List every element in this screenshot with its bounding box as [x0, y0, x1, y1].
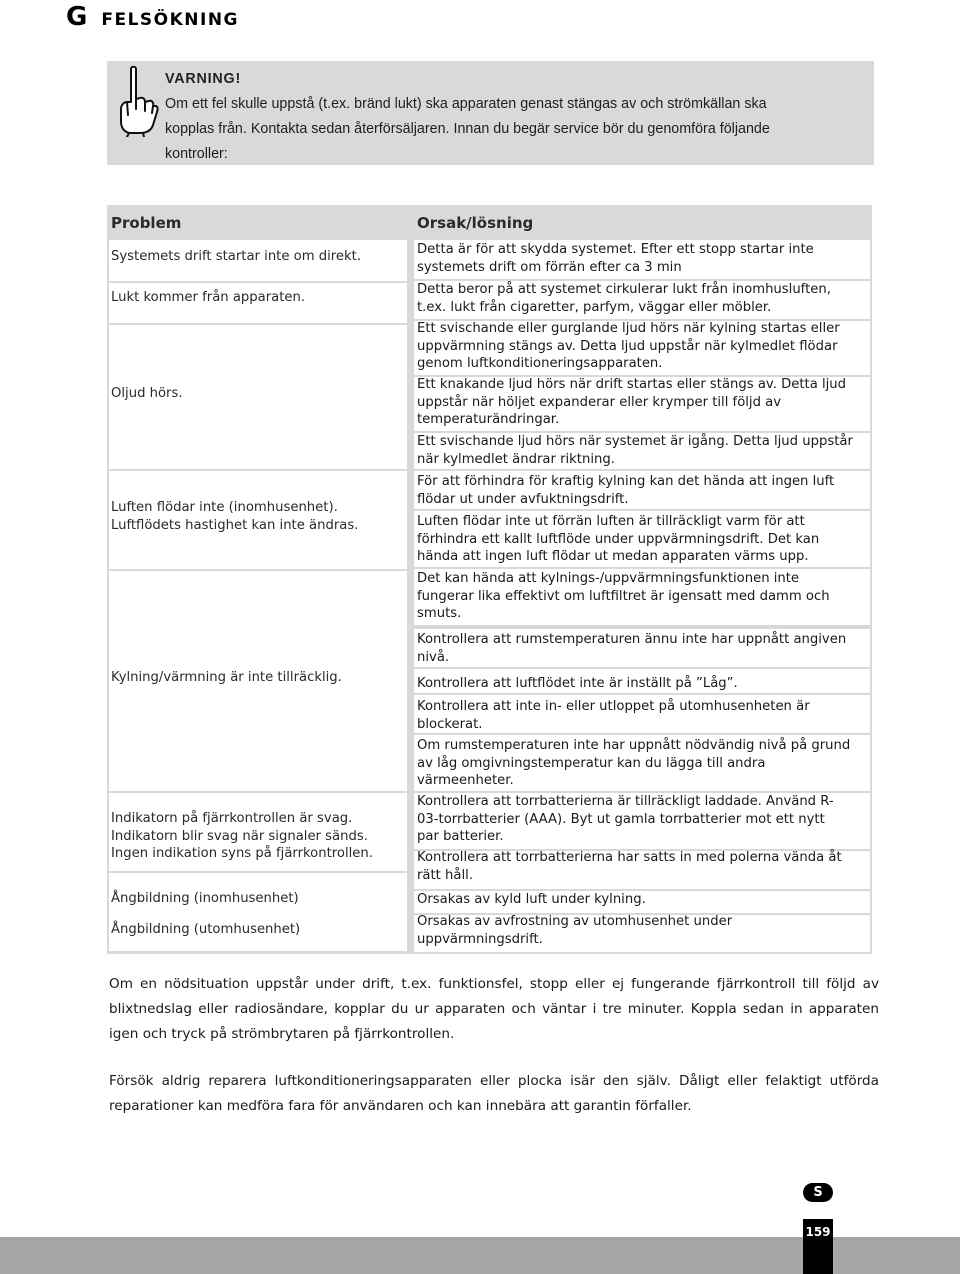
solution-text [417, 281, 831, 316]
solution-line: 03-torrbatterier (AAA). Byt ut gamla torrbatterier mot ett nytt [417, 811, 825, 827]
solution-text [417, 737, 850, 790]
problem-text [111, 248, 361, 266]
warning-line: kopplas från. Kontakta sedan återförsäljaren. Innan du begär service bör du genomföra följande [165, 121, 770, 137]
problem-text [111, 810, 373, 863]
solution-text [417, 513, 819, 566]
solution-text [417, 570, 830, 623]
repair-warning-paragraph: Försök aldrig reparera luftkonditioneringsapparaten eller plocka isär den själv. Dåligt eller felaktigt utförda reparationer kan medföra fara för användaren och kan innebära att garantin förfaller. [109, 1073, 879, 1114]
warning-box [107, 61, 874, 165]
solution-text [417, 376, 846, 429]
section-letter: G [66, 2, 88, 32]
solution-line: Detta beror på att systemet cirkulerar lukt från inomhusluften, [417, 282, 831, 297]
problem-text [111, 385, 183, 403]
solution-line: Orsakas av kyld luft under kylning. [417, 892, 646, 907]
solution-line: Orsakas av avfrostning av utomhusenhet under [417, 914, 733, 929]
problem-line: Ingen indikation syns på fjärrkontrollen. [111, 846, 373, 861]
solution-line: Kontrollera att torrbatterierna är tillräckligt laddade. Använd R- [417, 794, 834, 809]
page-number: 159 [805, 1225, 831, 1239]
solution-text [417, 891, 646, 909]
problem-line: Oljud hörs. [111, 386, 183, 401]
section-title: FELSÖKNING [101, 10, 240, 30]
warning-text [165, 67, 865, 167]
solution-column-header: Orsak/lösning [417, 214, 534, 232]
solution-text [417, 675, 738, 693]
solution-line: Kontrollera att rumstemperaturen ännu inte har uppnått angiven [417, 632, 847, 647]
solution-line: Luften flödar inte ut förrän luften är tillräckligt varm för att [417, 514, 805, 529]
solution-line: Kontrollera att inte in- eller utloppet på utomhusenheten är [417, 699, 810, 714]
solution-line: För att förhindra för kraftig kylning kan det hända att ingen luft [417, 474, 835, 489]
solution-line: systemets drift om förrän efter ca 3 min [417, 259, 682, 275]
solution-line: rätt håll. [417, 867, 473, 883]
problem-line: Kylning/värmning är inte tillräcklig. [111, 670, 342, 685]
warning-title: VARNING! [165, 71, 242, 87]
problem-text [111, 890, 299, 908]
problem-line: Systemets drift startar inte om direkt. [111, 249, 362, 264]
solution-line: Ett svischande eller gurglande ljud hörs när kylning startas eller [417, 321, 840, 336]
solution-text [417, 241, 814, 276]
section-header [66, 2, 239, 32]
solution-text [417, 849, 842, 884]
solution-line: par batterier. [417, 829, 504, 844]
solution-line: t.ex. lukt från cigaretter, parfym, väggar eller möbler. [417, 299, 772, 315]
pointing-hand-icon [113, 65, 159, 137]
problem-line: Ångbildning (utomhusenhet) [111, 922, 301, 937]
solution-line: Detta är för att skydda systemet. Efter ett stopp startar inte [417, 242, 814, 257]
solution-line: smuts. [417, 606, 462, 621]
problem-column-header: Problem [111, 214, 182, 232]
solution-line: nivå. [417, 649, 450, 665]
solution-line: temperaturändringar. [417, 412, 560, 427]
solution-line: uppstår när höljet expanderar eller krymper till följd av [417, 394, 782, 410]
troubleshooting-table [107, 205, 872, 954]
solution-line: av låg omgivningstemperatur kan du lägga till andra [417, 755, 766, 771]
solution-line: Ett svischande ljud hörs när systemet är igång. Detta ljud uppstår [417, 434, 853, 449]
solution-line: fungerar lika effektivt om luftfiltret är igensatt med damm och [417, 588, 830, 604]
solution-text [417, 913, 732, 948]
solution-line: Det kan hända att kylnings-/uppvärmningsfunktionen inte [417, 571, 800, 586]
problem-text [111, 921, 300, 939]
solution-line: uppvärmningsdrift. [417, 931, 543, 947]
solution-line: Om rumstemperaturen inte har uppnått nödvändig nivå på grund [417, 738, 851, 753]
language-badge: S [803, 1183, 833, 1202]
solution-line: Kontrollera att torrbatterierna har satts in med polerna vända åt [417, 850, 842, 865]
problem-line: Indikatorn blir svag när signaler sänds. [111, 828, 368, 844]
warning-line: Om ett fel skulle uppstå (t.ex. bränd lukt) ska apparaten genast stängas av och strömkällan ska [165, 96, 767, 112]
warning-line: kontroller: [165, 146, 228, 162]
solution-line: Ett knakande ljud hörs när drift startas eller stängs av. Detta ljud [417, 377, 847, 392]
solution-line: när kylmedlet ändrar riktning. [417, 451, 615, 467]
solution-line: flödar ut under avfuktningsdrift. [417, 491, 629, 507]
problem-text [111, 669, 342, 687]
problem-line: Luften flödar inte (inomhusenhet). [111, 500, 338, 515]
solution-text [417, 433, 853, 468]
problem-line: Luftflödets hastighet kan inte ändras. [111, 517, 359, 533]
solution-line: Kontrollera att luftflödet inte är inställt på ”Låg”. [417, 676, 738, 691]
solution-text [417, 793, 834, 846]
problem-text [111, 499, 358, 534]
solution-line: hända att ingen luft flödar ut medan apparaten värms upp. [417, 549, 809, 564]
solution-line: genom luftkonditioneringsapparaten. [417, 356, 663, 371]
solution-text [417, 631, 846, 666]
problem-cell [109, 873, 407, 951]
solution-line: värmeenheter. [417, 773, 514, 788]
solution-text [417, 698, 810, 733]
emergency-paragraph: Om en nödsituation uppstår under drift, t.ex. funktionsfel, stopp eller ej fungerande fjärrkontroll till följd av blixtnedslag eller radiosändare, kopplar du ur apparaten och väntar i tre minuter. Koppla sedan in apparaten igen och tryck på strömbrytaren på fjärrkontrollen. [109, 976, 879, 1042]
solution-text [417, 320, 840, 373]
solution-line: förhindra ett kallt luftflöde under uppvärmningsdrift. Det kan [417, 531, 820, 547]
problem-line: Indikatorn på fjärrkontrollen är svag. [111, 811, 353, 826]
problem-text [111, 289, 305, 307]
solution-text [417, 473, 834, 508]
solution-line: blockerat. [417, 716, 483, 732]
problem-line: Lukt kommer från apparaten. [111, 290, 306, 305]
solution-line: uppvärmning stängs av. Detta ljud uppstår när kylmedlet flödar [417, 338, 838, 354]
problem-line: Ångbildning (inomhusenhet) [111, 891, 299, 906]
